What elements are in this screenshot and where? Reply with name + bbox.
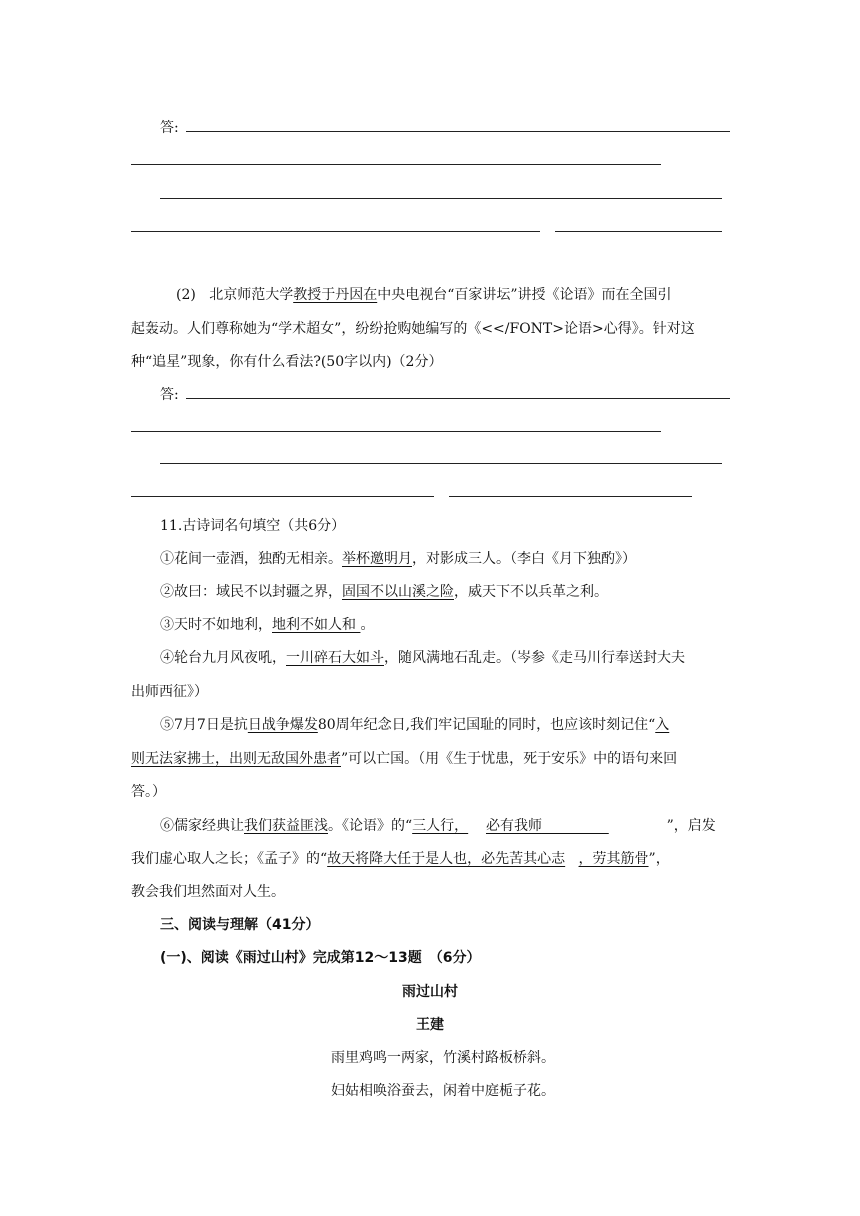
- answer-text: 一川碎石大如斗: [286, 650, 384, 666]
- question-10-2-line1: (2) 北京师范大学教授于丹因在中央电视台“百家讲坛”讲授《论语》而在全国引: [176, 287, 672, 303]
- answer-line[interactable]: [555, 231, 722, 232]
- poem-line: 雨里鸡鸣一两家，竹溪村路板桥斜。: [331, 1050, 555, 1066]
- answer-text: ，劳其筋骨: [578, 851, 649, 867]
- answer-line[interactable]: [131, 231, 540, 232]
- answer-text: 入: [655, 717, 670, 733]
- answer-text: 必有我师: [485, 818, 542, 834]
- answer-text: 举杯邀明月: [342, 551, 412, 567]
- answer-text: 故天将降大任于是人也，必先苦其心志: [327, 851, 566, 867]
- question-11-item-5: ⑤7月7日是抗日战争爆发80周年纪念日,我们牢记国耻的同时，也应该时刻记住“入: [160, 717, 670, 733]
- question-11-item-1: ①花间一壶酒，独酌无相亲。举杯邀明月，对影成三人。（李白《月下独酌》）: [160, 551, 636, 567]
- answer-text: 地利不如人和: [272, 617, 356, 633]
- question-11-item-4-line2: 出师西征》）: [131, 684, 208, 700]
- question-11-item-6: ⑥儒家经典让我们获益匪浅。《论语》的“三人行， 必有我师 ”，启发: [160, 818, 716, 834]
- question-11-item-6-line3: 教会我们坦然面对人生。: [131, 884, 285, 900]
- question-11-item-3: ③天时不如地利，地利不如人和 。: [160, 617, 375, 633]
- poem-title: 雨过山村: [402, 984, 458, 1000]
- answer-line[interactable]: [131, 431, 661, 432]
- answer-line[interactable]: [131, 496, 434, 497]
- answer-line[interactable]: [449, 496, 692, 497]
- question-11-item-2: ②故曰：域民不以封疆之界，固国不以山溪之险，威天下不以兵革之利。: [160, 584, 608, 600]
- answer-line[interactable]: [186, 398, 730, 399]
- answer-line[interactable]: [186, 131, 730, 132]
- answer-label: 答:: [160, 120, 179, 136]
- poem-author: 王建: [416, 1017, 444, 1033]
- answer-text: 则无法家拂士，出则无敌国外患者: [131, 751, 341, 767]
- answer-text: 固国不以山溪之险: [342, 584, 454, 600]
- question-11-item-4: ④轮台九月风夜吼，一川碎石大如斗，随风满地石乱走。（岑参《走马川行奉送封大夫: [160, 650, 685, 666]
- question-10-2-line2: 起轰动。人们尊称她为“学术超女”，纷纷抢购她编写的《<</FONT>论语>心得》。针对这: [131, 321, 695, 337]
- answer-text: 三人行，: [412, 818, 469, 834]
- question-number: (2): [176, 287, 196, 303]
- answer-line[interactable]: [160, 463, 722, 464]
- question-11-item-5-line2: 则无法家拂士，出则无敌国外患者”可以亡国。（用《生于忧患，死于安乐》中的语句来回: [131, 751, 678, 767]
- section-heading: 三、阅读与理解（41分）: [160, 917, 320, 933]
- question-11-item-5-line3: 答。）: [131, 784, 166, 800]
- question-11-title: 11.古诗词名句填空（共6分）: [160, 518, 346, 534]
- question-10-2-line3: 种“追星”现象，你有什么看法?(50字以内)（2分）: [131, 354, 443, 370]
- question-11-item-6-line2: 我们虚心取人之长；《孟子》的“故天将降大任于是人也，必先苦其心志 ，劳其筋骨”，: [131, 851, 670, 867]
- poem-line: 妇姑相唤浴蚕去，闲着中庭栀子花。: [331, 1083, 555, 1099]
- section-subheading: (一)、阅读《雨过山村》完成第12～13题 （6分）: [160, 950, 481, 966]
- answer-line[interactable]: [160, 198, 722, 199]
- answer-line[interactable]: [131, 164, 661, 165]
- answer-label: 答:: [160, 387, 179, 403]
